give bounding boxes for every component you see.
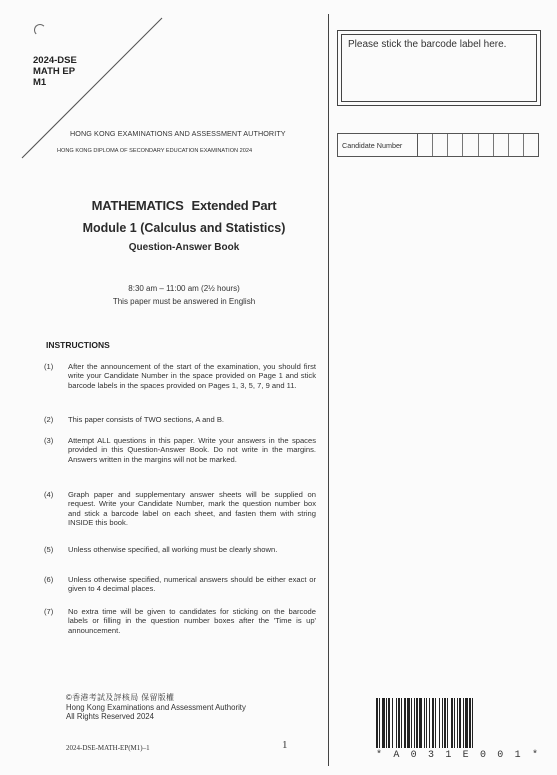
barcode-human-readable <box>376 750 538 761</box>
paper-code-line: MATH EP <box>33 66 76 77</box>
paper-code-block <box>33 55 77 88</box>
barcode-bar <box>435 698 436 748</box>
barcode-image <box>376 698 538 748</box>
barcode-bar <box>451 698 453 748</box>
barcode-bar <box>442 698 443 748</box>
barcode-bar <box>447 698 448 748</box>
barcode-label-area <box>337 30 541 106</box>
barcode-bar <box>454 698 455 748</box>
barcode-bar <box>398 698 400 748</box>
diploma-name: HONG KONG DIPLOMA OF SECONDARY EDUCATION EXAMINATION 2024 <box>57 148 253 154</box>
instruction-number: (5) <box>44 545 54 554</box>
barcode-bar <box>472 698 473 748</box>
instruction-text: After the announcement of the start of the examination, you should first write your Candidate Number in the space provided on Page 1 and stick barcode labels in the spaces provided on Pages 1, 3, 5, 7, 9 and 11. <box>68 362 316 390</box>
barcode-bar <box>396 698 397 748</box>
instruction-item <box>44 575 316 594</box>
barcode-bar <box>444 698 446 748</box>
barcode-bar <box>465 698 468 748</box>
barcode-bar <box>459 698 461 748</box>
barcode-bar <box>429 698 430 748</box>
barcode-bar <box>463 698 464 748</box>
barcode-bar <box>404 698 406 748</box>
candidate-digit-box[interactable] <box>418 134 433 156</box>
candidate-digit-box[interactable] <box>494 134 509 156</box>
barcode-bar <box>414 698 415 748</box>
subject-title <box>40 198 328 213</box>
instructions-heading: INSTRUCTIONS <box>46 340 110 350</box>
instruction-item <box>44 415 316 424</box>
candidate-digit-box[interactable] <box>509 134 524 156</box>
barcode-character: E <box>462 750 469 761</box>
book-title: Question-Answer Book <box>128 242 240 253</box>
page-number: 1 <box>282 739 288 751</box>
module-title: Module 1 (Calculus and Statistics) <box>82 221 286 235</box>
barcode-bar <box>388 698 390 748</box>
instruction-number: (6) <box>44 575 54 584</box>
paper-code-line: 2024-DSE <box>33 55 77 66</box>
candidate-digit-box[interactable] <box>448 134 463 156</box>
candidate-digit-box[interactable] <box>433 134 448 156</box>
candidate-number-field[interactable] <box>337 133 539 157</box>
barcode-character: 1 <box>445 750 452 761</box>
copyright-english: Hong Kong Examinations and Assessment Authority <box>66 702 246 712</box>
barcode-character: 0 <box>497 750 504 761</box>
barcode-bar <box>386 698 387 748</box>
barcode-bar <box>419 698 422 748</box>
instruction-number: (4) <box>44 490 54 499</box>
barcode-bar <box>426 698 427 748</box>
barcode-label-instruction: Please stick the barcode label here. <box>348 39 507 50</box>
instruction-number: (7) <box>44 607 54 616</box>
candidate-number-label: Candidate Number <box>338 134 418 156</box>
language-note: This paper must be answered in English <box>112 297 256 306</box>
barcode-character: 0 <box>410 750 417 761</box>
authority-name: HONG KONG EXAMINATIONS AND ASSESSMENT AUTHORITY <box>70 129 286 138</box>
instruction-text: No extra time will be given to candidates for sticking on the barcode labels or filling in the question number boxes after the 'Time is up' announcement. <box>68 607 316 635</box>
instruction-text: Unless otherwise specified, all working must be clearly shown. <box>68 545 278 554</box>
barcode-bar <box>432 698 434 748</box>
instruction-item <box>44 436 316 464</box>
instruction-text: Attempt ALL questions in this paper. Write your answers in the spaces provided in this Question-Answer Book. Do not write in the margins. Answers written in the margins will not be marked. <box>68 436 316 464</box>
barcode-bar <box>407 698 410 748</box>
barcode-character: 0 <box>479 750 486 761</box>
barcode-character: * <box>531 750 538 761</box>
corner-arc-mark <box>34 24 46 36</box>
barcode-character: 1 <box>514 750 521 761</box>
instruction-number: (1) <box>44 362 54 371</box>
barcode-bar <box>424 698 425 748</box>
barcode-bar <box>416 698 418 748</box>
instruction-item <box>44 607 316 635</box>
instruction-text: This paper consists of TWO sections, A and B. <box>68 415 225 424</box>
barcode-bar <box>382 698 385 748</box>
instruction-number: (2) <box>44 415 54 424</box>
barcode-bar <box>469 698 471 748</box>
barcode-character: A <box>393 750 400 761</box>
barcode-character: 3 <box>427 750 434 761</box>
instruction-item <box>44 490 316 528</box>
instruction-item <box>44 545 316 554</box>
barcode-bar <box>411 698 412 748</box>
subject-name: MATHEMATICS <box>91 198 184 213</box>
barcode-bar <box>392 698 393 748</box>
paper-code-line: M1 <box>33 77 47 88</box>
instruction-item <box>44 362 316 390</box>
barcode-bar <box>376 698 378 748</box>
instruction-text: Unless otherwise specified, numerical answers should be either exact or given to 4 decimal places. <box>68 575 316 594</box>
instruction-text: Graph paper and supplementary answer sheets will be supplied on request. Write your Candidate Number, mark the question number box and stick a barcode label on each sheet, and fasten them with string INSIDE this book. <box>68 490 316 528</box>
barcode-bar <box>379 698 380 748</box>
barcode-character: * <box>376 750 383 761</box>
instruction-number: (3) <box>44 436 54 445</box>
candidate-digit-box[interactable] <box>463 134 478 156</box>
footer-paper-code: 2024-DSE-MATH-EP(M1)–1 <box>66 744 150 752</box>
subject-part: Extended Part <box>191 198 277 213</box>
barcode-bar <box>401 698 402 748</box>
barcode-bar <box>439 698 440 748</box>
copyright-reserved: All Rights Reserved 2024 <box>66 712 154 722</box>
barcode-bar <box>457 698 458 748</box>
exam-time: 8:30 am – 11:00 am (2½ hours) <box>128 284 240 293</box>
copyright-chinese: ©香港考試及評核局 保留版權 <box>66 693 175 702</box>
copyright-block <box>66 693 246 722</box>
candidate-digit-box[interactable] <box>479 134 494 156</box>
candidate-digit-box[interactable] <box>524 134 538 156</box>
title-block <box>40 198 328 253</box>
column-divider <box>328 14 329 766</box>
